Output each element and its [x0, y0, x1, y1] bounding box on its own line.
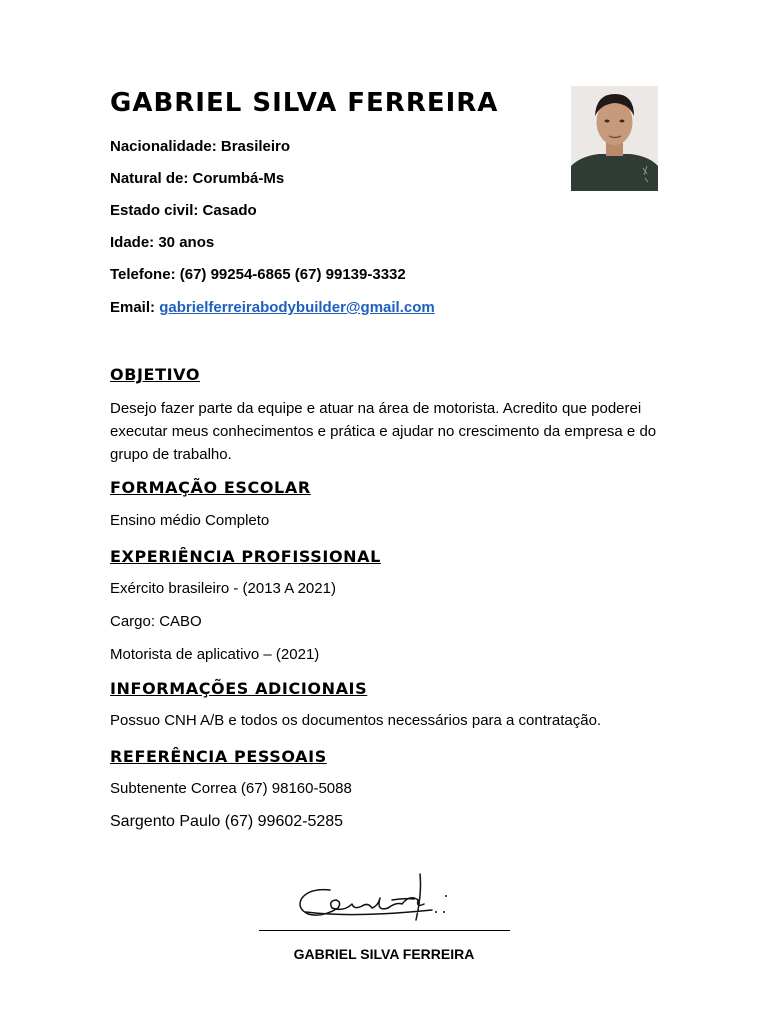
reference-item: Sargento Paulo (67) 99602-5285	[110, 813, 344, 830]
signature-line	[259, 930, 510, 931]
experience-item: Cargo: CABO	[110, 613, 202, 630]
profile-photo-image	[571, 86, 658, 191]
profile-photo	[571, 86, 658, 191]
signature-name: GABRIEL SILVA FERREIRA	[293, 946, 475, 962]
handwritten-signature	[292, 868, 462, 926]
age: Idade: 30 anos	[110, 234, 215, 251]
birthplace: Natural de: Corumbá-Ms	[110, 170, 285, 187]
candidate-name: GABRIEL SILVA FERREIRA	[110, 88, 499, 118]
experience-heading: EXPERIÊNCIA PROFISSIONAL	[110, 547, 381, 566]
signature-drawing	[292, 868, 462, 926]
references-heading: REFERÊNCIA PESSOAIS	[110, 747, 327, 766]
experience-item: Motorista de aplicativo – (2021)	[110, 646, 320, 663]
marital-status: Estado civil: Casado	[110, 202, 257, 219]
objective-text: Desejo fazer parte da equipe e atuar na área de motorista. Acredito que poderei executar meus conhecimentos e prática e ajudar no crescimento da empresa e do grupo de trabalho.	[110, 400, 657, 463]
email-link[interactable]: gabrielferreirabodybuilder@gmail.com	[159, 299, 435, 316]
additional-heading: INFORMAÇÕES ADICIONAIS	[110, 679, 368, 698]
email-line	[110, 299, 435, 316]
additional-text: Possuo CNH A/B e todos os documentos necessários para a contratação.	[110, 712, 602, 729]
phone: Telefone: (67) 99254-6865 (67) 99139-3332	[110, 266, 406, 283]
nationality: Nacionalidade: Brasileiro	[110, 138, 291, 155]
objective-heading: OBJETIVO	[110, 365, 201, 384]
education-item: Ensino médio Completo	[110, 512, 270, 529]
education-heading: FORMAÇÃO ESCOLAR	[110, 478, 311, 497]
email-label: Email:	[110, 299, 156, 316]
reference-item: Subtenente Correa (67) 98160-5088	[110, 780, 352, 797]
experience-item: Exército brasileiro - (2013 A 2021)	[110, 580, 336, 597]
